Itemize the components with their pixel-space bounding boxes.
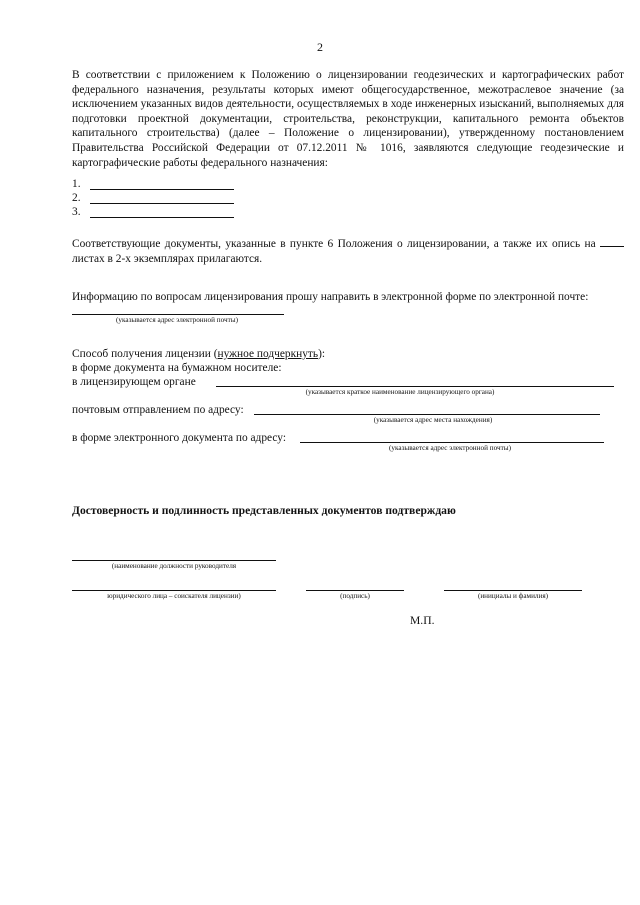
page-number: 2	[317, 40, 323, 54]
signature-caption: (подпись)	[340, 592, 370, 600]
list-item-line	[90, 217, 234, 218]
list-item-number: 1.	[72, 178, 81, 190]
licensing-body-label: в лицензирующем органе	[72, 376, 196, 388]
signature-line	[306, 590, 404, 591]
postal-caption: (указывается адрес места нахождения)	[373, 416, 493, 424]
licensing-body-line	[216, 386, 614, 387]
documents-text-after: листах в 2-х экземплярах прилагаются.	[72, 252, 263, 265]
list-item-line	[90, 203, 234, 204]
name-caption: (инициалы и фамилия)	[477, 592, 549, 600]
email-request-text: Информацию по вопросам лицензирования прошу направить в электронной форме по электронной почте:	[72, 291, 589, 303]
postal-label: почтовым отправлением по адресу:	[72, 404, 244, 416]
electronic-label: в форме электронного документа по адресу:	[72, 432, 286, 444]
license-method-title-suffix: ):	[318, 348, 326, 360]
position-line	[72, 560, 276, 561]
paper-form-label: в форме документа на бумажном носителе:	[72, 362, 282, 374]
list-item-number: 2.	[72, 192, 81, 204]
list-item-line	[90, 189, 234, 190]
stamp-mark: М.П.	[410, 614, 435, 627]
email-line	[72, 314, 284, 315]
license-method-title	[72, 348, 325, 361]
license-method-underlined: нужное подчеркнуть	[217, 348, 319, 360]
documents-paragraph	[72, 236, 624, 266]
intro-paragraph: В соответствии с приложением к Положению о лицензировании геодезических и картографических работ федерального назначения, результаты которых имеют общегосударственное, межотраслевое значение (за исключением указанных видов деятельности, осуществляемых в ходе инженерных изысканий, выполняемых для подготовки проектной документации, строительства, реконструкции, капитального ремонта объектов капитального строительства) (далее – Положение о лицензировании), утвержденному постановлением Правительства Российской Федерации от 07.12.2011 № 1016, заявляются следующие геодезические и картографические работы федерального назначения:	[72, 69, 624, 169]
documents-text-before: Соответствующие документы, указанные в пункте 6 Положения о лицензировании, а также их опись на	[72, 238, 596, 250]
sheet-count-blank	[600, 236, 624, 247]
entity-caption: юридического лица – соискателя лицензии)	[107, 592, 241, 600]
license-method-title-prefix: Способ получения лицензии (	[72, 348, 218, 360]
confirmation-heading: Достоверность и подлинность представленных документов подтверждаю	[72, 504, 456, 517]
electronic-line	[300, 442, 604, 443]
electronic-caption: (указывается адрес электронной почты)	[389, 444, 511, 452]
licensing-body-caption: (указывается краткое наименование лицензирующего органа)	[305, 388, 495, 396]
email-caption: (указывается адрес электронной почты)	[116, 316, 238, 324]
position-caption: (наименование должности руководителя	[111, 562, 237, 570]
entity-line	[72, 590, 276, 591]
name-line	[444, 590, 582, 591]
postal-line	[254, 414, 600, 415]
list-item-number: 3.	[72, 206, 81, 218]
